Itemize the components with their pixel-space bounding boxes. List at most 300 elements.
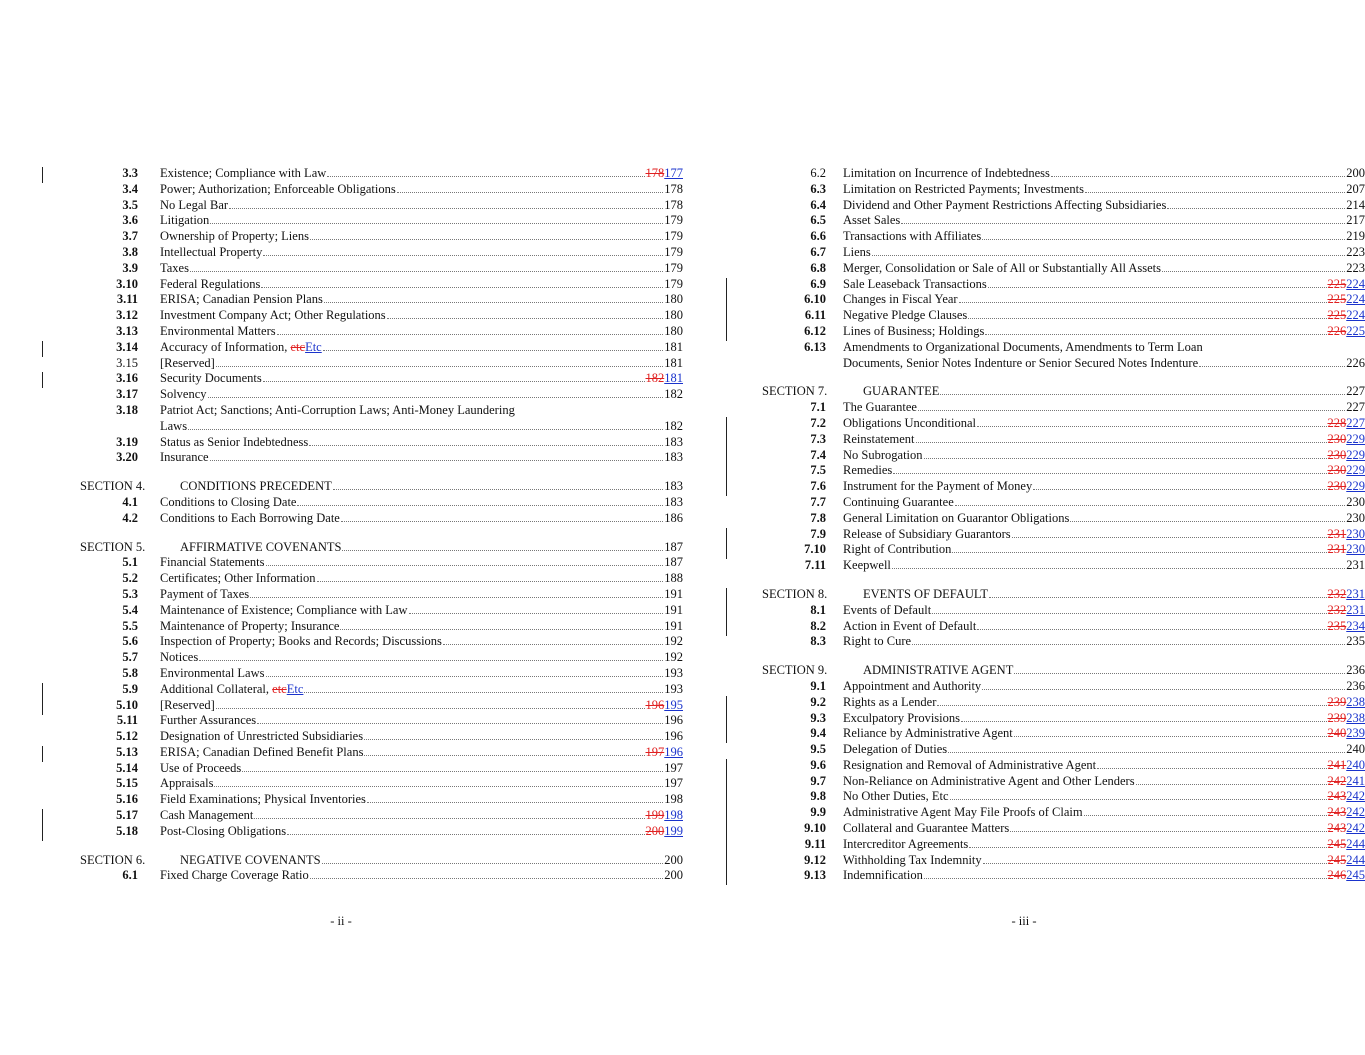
page-number-deleted: 239 (1327, 710, 1347, 725)
change-bar (726, 417, 727, 433)
page-number-deleted: 230 (1327, 431, 1347, 446)
toc-entry[interactable] (683, 308, 1365, 324)
entry-title-text: Investment Company Act; Other Regulations (160, 308, 386, 323)
section-number: 5.4 (122, 602, 138, 617)
toc-entry[interactable] (0, 634, 683, 650)
page-number-inserted[interactable]: 244 (1346, 836, 1365, 851)
entry-title (843, 292, 958, 308)
toc-entry[interactable] (683, 416, 1365, 432)
section-number: 9.8 (810, 789, 826, 804)
dot-leader (333, 489, 664, 490)
section-number: 5.17 (116, 808, 138, 823)
page-number (664, 245, 683, 261)
entry-title-text: Transactions with Affiliates (843, 229, 982, 244)
dot-leader (977, 426, 1327, 427)
toc-entry[interactable] (683, 245, 1365, 261)
page-number-value: 183 (664, 494, 683, 509)
toc-entry[interactable] (683, 726, 1365, 742)
page-number-value: 200 (664, 868, 683, 883)
toc-entry[interactable] (0, 261, 683, 277)
title-deleted-text: etc (272, 681, 287, 696)
entry-title-text: Environmental Laws (160, 665, 265, 680)
entry-title-text: Negative Pledge Clauses (843, 308, 968, 323)
toc-entry[interactable] (683, 324, 1365, 340)
toc-entry[interactable] (0, 166, 683, 182)
entry-title-area (160, 745, 683, 761)
toc-entry[interactable] (683, 182, 1365, 198)
page-number (664, 387, 683, 403)
dot-leader (1162, 271, 1345, 272)
page-number-deleted: 245 (1327, 836, 1347, 851)
entry-title-area (160, 868, 683, 884)
entry-title-area (843, 182, 1365, 198)
page-number-value: 178 (664, 181, 683, 196)
page-number-value: 180 (664, 308, 683, 323)
entry-title (160, 495, 296, 511)
entry-title-text: NEGATIVE COVENANTS (180, 852, 321, 867)
entry-title-area (843, 324, 1365, 340)
title-deleted-text: etc (290, 339, 306, 354)
page-number (1346, 356, 1365, 372)
page-number-value: 182 (664, 418, 683, 433)
toc-entry[interactable] (683, 558, 1365, 574)
page-number-inserted[interactable]: 229 (1346, 431, 1365, 446)
entry-title-text: ADMINISTRATIVE AGENT (863, 663, 1014, 678)
dot-leader (1070, 521, 1345, 522)
entry-title-area (160, 666, 683, 682)
page-number-deleted: 231 (1327, 526, 1347, 541)
page-number (664, 229, 683, 245)
dot-leader (977, 629, 1326, 630)
toc-entry[interactable] (0, 403, 683, 435)
entry-title-text: Inspection of Property; Books and Records; Discussions (160, 634, 442, 649)
entry-title-text: [Reserved] (160, 697, 215, 712)
dot-leader (892, 568, 1345, 569)
page-number (664, 213, 683, 229)
toc-entry[interactable] (0, 277, 683, 293)
page-number (1328, 853, 1365, 869)
toc-entry[interactable] (0, 555, 683, 571)
dot-leader (1136, 784, 1327, 785)
toc-entry[interactable] (0, 682, 683, 698)
entry-title-area (843, 711, 1365, 727)
page-number-inserted[interactable]: 231 (1346, 586, 1365, 601)
toc-entry[interactable] (0, 387, 683, 403)
toc-entry[interactable] (683, 198, 1365, 214)
page-number (664, 308, 683, 324)
toc-entry[interactable] (683, 166, 1365, 182)
toc-entry[interactable] (0, 450, 683, 466)
entry-title-text: Designation of Unrestricted Subsidiaries (160, 729, 364, 744)
page-number (1328, 868, 1365, 884)
page-number-inserted[interactable]: 230 (1346, 526, 1365, 541)
page-number-inserted[interactable]: 238 (1346, 694, 1365, 709)
toc-entry[interactable] (0, 511, 683, 527)
page-number-value: 240 (1346, 742, 1365, 757)
toc-entry[interactable] (683, 463, 1365, 479)
page-number-value: 183 (664, 479, 683, 494)
page-number-value: 179 (664, 244, 683, 259)
toc-entry[interactable] (683, 868, 1365, 884)
dot-leader (985, 334, 1326, 335)
page-number (664, 634, 683, 650)
entry-title-text: [Reserved] (160, 355, 215, 370)
page-number-inserted[interactable]: 238 (1346, 710, 1365, 725)
page-number-deleted: 182 (645, 371, 665, 386)
page-number-inserted[interactable]: 231 (1346, 602, 1365, 617)
toc-entry[interactable] (683, 340, 1365, 372)
entry-title-line (843, 340, 1365, 356)
page-number (1346, 261, 1365, 277)
entry-title-area (843, 277, 1365, 293)
page-number (664, 340, 683, 356)
page-number-value: 191 (664, 602, 683, 617)
toc-section-heading[interactable] (0, 540, 683, 556)
toc-entry[interactable] (683, 837, 1365, 853)
change-bar (42, 746, 43, 762)
toc-entry[interactable] (0, 198, 683, 214)
entry-title (843, 619, 976, 635)
toc-entry[interactable] (683, 758, 1365, 774)
entry-title-text: Sale Leaseback Transactions (843, 276, 987, 291)
toc-entry[interactable] (0, 213, 683, 229)
entry-title-text: Amendments to Organizational Documents, Amendments to Term Loan (843, 339, 1203, 354)
page-number-deleted: 232 (1327, 586, 1347, 601)
toc-entry[interactable] (683, 495, 1365, 511)
change-bar (726, 620, 727, 636)
toc-entry[interactable] (683, 448, 1365, 464)
entry-title-area (160, 776, 683, 792)
page-number-inserted[interactable]: 239 (1346, 726, 1365, 741)
dot-leader (1014, 736, 1327, 737)
toc-entry[interactable] (683, 292, 1365, 308)
dot-leader (250, 597, 663, 598)
page-number-inserted[interactable]: 241 (1346, 773, 1365, 788)
entry-title-area (843, 400, 1365, 416)
toc-entry[interactable] (0, 619, 683, 635)
toc-entry[interactable] (0, 308, 683, 324)
toc-entry[interactable] (683, 213, 1365, 229)
dot-leader (341, 521, 663, 522)
entry-title-area (160, 682, 683, 698)
toc-entry[interactable] (0, 808, 683, 824)
entry-title-area (160, 308, 683, 324)
page-number-value: 182 (664, 387, 683, 402)
entry-title-area (160, 698, 683, 714)
entry-title-text: Merger, Consolidation or Sale of All or Substantially All Assets (843, 260, 1162, 275)
toc-entry[interactable] (683, 229, 1365, 245)
toc-entry[interactable] (0, 245, 683, 261)
toc-section-heading[interactable] (683, 384, 1365, 400)
page-number-inserted[interactable]: 229 (1346, 463, 1365, 478)
entry-title (160, 419, 187, 435)
dot-leader (397, 192, 664, 193)
toc-entry[interactable] (0, 776, 683, 792)
dot-leader (364, 739, 663, 740)
section-number: 5.2 (122, 571, 138, 586)
entry-title (160, 603, 408, 619)
toc-entry[interactable] (0, 587, 683, 603)
dot-leader (340, 629, 663, 630)
toc-entry[interactable] (0, 792, 683, 808)
toc-entry[interactable] (0, 229, 683, 245)
section-number: 9.6 (810, 757, 826, 772)
entry-title-text: Notices (160, 650, 199, 665)
page-number-value: 187 (664, 539, 683, 554)
dot-leader (322, 863, 664, 864)
page-number-value: 223 (1346, 260, 1365, 275)
entry-title (160, 698, 215, 714)
page-number-inserted[interactable]: 198 (664, 808, 683, 823)
section-number: 3.12 (116, 308, 138, 323)
page-number-inserted[interactable]: 224 (1346, 308, 1365, 323)
toc-entry[interactable] (683, 603, 1365, 619)
page-number (664, 479, 683, 495)
toc-entry[interactable] (0, 292, 683, 308)
toc-entry[interactable] (0, 182, 683, 198)
section-number: 5.3 (122, 586, 138, 601)
page-number (1328, 821, 1365, 837)
page-number (664, 182, 683, 198)
page-number (664, 853, 683, 869)
entry-title-area (843, 742, 1365, 758)
page-number-inserted[interactable]: 195 (664, 697, 683, 712)
entry-title-area (160, 182, 683, 198)
change-bar (726, 588, 727, 604)
entry-title-area (160, 571, 683, 587)
dot-leader (983, 863, 1327, 864)
toc-entry[interactable] (0, 371, 683, 387)
page-number-inserted[interactable]: 229 (1346, 479, 1365, 494)
entry-title-text: Withholding Tax Indemnity (843, 852, 982, 867)
toc-entry[interactable] (683, 805, 1365, 821)
change-bar (42, 341, 43, 357)
entry-title-area (843, 463, 1365, 479)
section-number: 3.19 (116, 434, 138, 449)
page-number-value: 191 (664, 618, 683, 633)
toc-entry[interactable] (683, 821, 1365, 837)
page-number-inserted[interactable]: 244 (1346, 852, 1365, 867)
page-number (646, 166, 684, 182)
page-number-inserted[interactable]: 225 (1346, 323, 1365, 338)
page-number (1328, 416, 1365, 432)
page-number-inserted[interactable]: 196 (664, 744, 683, 759)
toc-entry[interactable] (683, 742, 1365, 758)
page-number-deleted: 239 (1327, 694, 1347, 709)
entry-title (863, 587, 988, 603)
toc-section-heading[interactable] (683, 587, 1365, 603)
page-number-inserted[interactable]: 230 (1346, 542, 1365, 557)
page-number-inserted[interactable]: 245 (1346, 868, 1365, 883)
page-number (1328, 292, 1365, 308)
page-number (1346, 198, 1365, 214)
page-number (646, 371, 684, 387)
entry-title (843, 356, 1198, 372)
dot-leader (924, 458, 1327, 459)
entry-title-area (180, 479, 683, 495)
page-number-inserted[interactable]: 224 (1346, 292, 1365, 307)
entry-title (843, 853, 982, 869)
toc-entry[interactable] (0, 745, 683, 761)
toc-entry[interactable] (683, 527, 1365, 543)
entry-title-text: Resignation and Removal of Administrative Agent (843, 757, 1097, 772)
right-page-number: - iii - (1011, 914, 1037, 928)
entry-title-area (863, 384, 1365, 400)
section-number: 3.6 (122, 213, 138, 228)
toc-section-heading[interactable] (0, 853, 683, 869)
page-number (664, 729, 683, 745)
entry-title (160, 340, 322, 356)
section-number: 9.1 (810, 678, 826, 693)
page-number-deleted: 243 (1327, 789, 1347, 804)
toc-entry[interactable] (683, 511, 1365, 527)
change-bar (726, 528, 727, 544)
entry-title-text: Cash Management (160, 808, 254, 823)
entry-title (843, 324, 984, 340)
entry-title-area (160, 587, 683, 603)
toc-entry[interactable] (0, 698, 683, 714)
toc-entry[interactable] (0, 495, 683, 511)
section-number: 6.11 (804, 308, 826, 323)
section-number: 5.15 (116, 776, 138, 791)
toc-entry[interactable] (0, 666, 683, 682)
toc-entry[interactable] (683, 277, 1365, 293)
toc-entry[interactable] (683, 542, 1365, 558)
entry-title-area (160, 792, 683, 808)
page-number-inserted[interactable]: 242 (1346, 789, 1365, 804)
page-number (664, 511, 683, 527)
section-number: 6.7 (810, 244, 826, 259)
page-number-inserted[interactable]: 181 (664, 371, 683, 386)
page-number-inserted[interactable]: 234 (1346, 618, 1365, 633)
section-number: 7.3 (810, 431, 826, 446)
change-bar (726, 278, 727, 294)
entry-title-text: Accuracy of Information, (160, 339, 291, 354)
toc-entry[interactable] (683, 789, 1365, 805)
change-bar (726, 727, 727, 743)
page-number-value: 180 (664, 323, 683, 338)
page-number (664, 495, 683, 511)
page-number (664, 776, 683, 792)
entry-title-area (843, 261, 1365, 277)
dot-leader (1085, 192, 1345, 193)
page-number-value: 214 (1346, 197, 1365, 212)
page-number-value: 181 (664, 339, 683, 354)
section-number: 5.7 (122, 650, 138, 665)
entry-title-text: Indemnification (843, 868, 923, 883)
page-number-inserted[interactable]: 242 (1346, 805, 1365, 820)
entry-title-text: Laws (160, 418, 188, 433)
section-number: 3.14 (116, 339, 138, 354)
toc-entry[interactable] (0, 571, 683, 587)
page-number-deleted: 235 (1327, 618, 1347, 633)
entry-title-text: Post-Closing Obligations (160, 823, 287, 838)
entry-title-text: Insurance (160, 450, 209, 465)
toc-entry[interactable] (0, 340, 683, 356)
page-number-inserted[interactable]: 224 (1346, 276, 1365, 291)
toc-entry[interactable] (0, 713, 683, 729)
entry-title-text: Litigation (160, 213, 210, 228)
page-number-inserted[interactable]: 229 (1346, 447, 1365, 462)
toc-entry[interactable] (0, 824, 683, 840)
dot-leader (950, 799, 1327, 800)
dot-leader (310, 878, 664, 879)
page-number-value: 188 (664, 571, 683, 586)
toc-entry[interactable] (683, 432, 1365, 448)
entry-title-area (843, 198, 1365, 214)
dot-leader (989, 597, 1326, 598)
toc-entry[interactable] (0, 729, 683, 745)
toc-entry[interactable] (683, 774, 1365, 790)
dot-leader (1199, 366, 1345, 367)
page-number (664, 555, 683, 571)
page-number-inserted[interactable]: 240 (1346, 757, 1365, 772)
toc-section-heading[interactable] (0, 479, 683, 495)
entry-title (160, 387, 207, 403)
dot-leader (982, 689, 1345, 690)
page-number (1328, 619, 1365, 635)
toc-entry[interactable] (683, 619, 1365, 635)
page-number-deleted: 199 (645, 808, 665, 823)
page-number-inserted[interactable]: 199 (664, 823, 683, 838)
toc-entry[interactable] (683, 261, 1365, 277)
toc-entry[interactable] (683, 695, 1365, 711)
section-number: 5.12 (116, 729, 138, 744)
toc-entry[interactable] (683, 711, 1365, 727)
page-number-value: 227 (1346, 384, 1365, 399)
page-number (664, 682, 683, 698)
dot-leader (257, 723, 663, 724)
page-number-deleted: 232 (1327, 602, 1347, 617)
section-number: 9.7 (810, 773, 826, 788)
entry-title-text: Right of Contribution (843, 542, 952, 557)
section-number: 9.2 (810, 694, 826, 709)
entry-title-text: AFFIRMATIVE COVENANTS (180, 539, 342, 554)
entry-title-text: Dividend and Other Payment Restrictions Affecting Subsidiaries (843, 197, 1167, 212)
toc-entry[interactable] (0, 868, 683, 884)
dot-leader (324, 302, 663, 303)
entry-title-area (160, 808, 683, 824)
page-number-inserted[interactable]: 227 (1346, 415, 1365, 430)
page-number-value: 192 (664, 634, 683, 649)
dot-leader (304, 692, 663, 693)
section-number: 6.4 (810, 197, 826, 212)
toc-entry[interactable] (683, 634, 1365, 650)
toc-entry[interactable] (0, 356, 683, 372)
dot-leader (1033, 489, 1326, 490)
entry-title (843, 400, 917, 416)
entry-title-area (160, 729, 683, 745)
toc-entry[interactable] (683, 679, 1365, 695)
toc-entry[interactable] (0, 435, 683, 451)
toc-entry[interactable] (683, 853, 1365, 869)
entry-title (843, 229, 981, 245)
toc-entry[interactable] (0, 603, 683, 619)
entry-title-text: Asset Sales (843, 213, 901, 228)
change-bar (726, 775, 727, 791)
page-number-inserted[interactable]: 177 (664, 166, 683, 180)
toc-entry[interactable] (683, 479, 1365, 495)
toc-entry[interactable] (0, 324, 683, 340)
toc-section-heading[interactable] (683, 663, 1365, 679)
toc-entry[interactable] (683, 400, 1365, 416)
page-number-inserted[interactable]: 242 (1346, 821, 1365, 836)
toc-entry[interactable] (0, 650, 683, 666)
section-number: 7.7 (810, 494, 826, 509)
dot-leader (982, 239, 1345, 240)
page-number (664, 868, 683, 884)
toc-entry[interactable] (0, 761, 683, 777)
